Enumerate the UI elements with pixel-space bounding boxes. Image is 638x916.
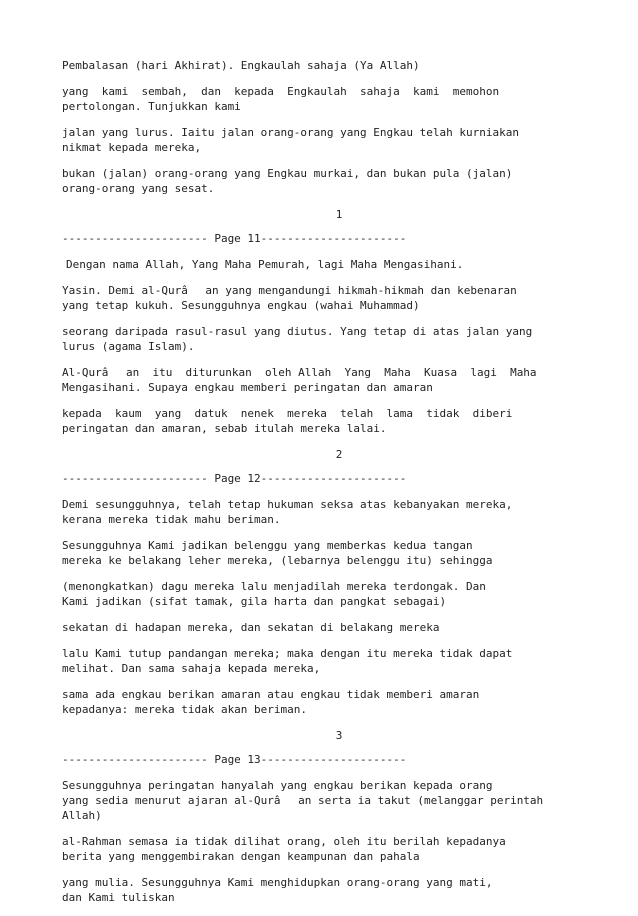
text-line: yang kami sembah, dan kepada Engkaulah sahaja kami memohon — [62, 85, 500, 98]
text-line: Allah) — [62, 809, 102, 822]
text-line: bukan (jalan) orang-orang yang Engkau murkai, dan bukan pula (jalan) — [62, 167, 513, 180]
text-line: jalan yang lurus. Iaitu jalan orang-orang yang Engkau telah kurniakan — [62, 126, 519, 139]
text-paragraph — [62, 579, 562, 609]
text-line: mereka ke belakang leher mereka, (lebarnya belenggu itu) sehingga — [62, 554, 493, 567]
text-paragraph — [62, 687, 562, 717]
text-line: nikmat kepada mereka, — [62, 141, 202, 154]
document-body — [62, 58, 562, 916]
text-line: Kami jadikan (sifat tamak, gila harta dan pangkat sebagai) — [62, 595, 447, 608]
text-line: yang sedia menurut ajaran al-Qurâan serta ia takut (melanggar perintah — [62, 794, 544, 807]
page-number: 3 — [335, 729, 343, 742]
text-line: sama ada engkau berikan amaran atau engkau tidak memberi amaran — [62, 688, 480, 701]
text-line: kepada kaum yang datuk nenek mereka telah lama tidak diberi — [62, 407, 513, 420]
text-paragraph — [62, 406, 562, 436]
text-paragraph — [62, 125, 562, 155]
text-paragraph — [62, 620, 562, 635]
text-line: Al-Qurâan itu diturunkan oleh Allah Yang Maha Kuasa lagi Maha — [62, 366, 537, 379]
text-paragraph — [62, 538, 562, 568]
text-line: yang mulia. Sesungguhnya Kami menghidupkan orang-orang yang mati, — [62, 876, 493, 889]
text-paragraph — [62, 324, 562, 354]
text-line: berita yang menggembirakan dengan keampunan dan pahala — [62, 850, 420, 863]
text-paragraph — [62, 365, 562, 395]
text-paragraph — [62, 834, 562, 864]
text-line: Sesungguhnya peringatan hanyalah yang engkau berikan kepada orang — [62, 779, 493, 792]
text-line: dan Kami tuliskan — [62, 891, 175, 904]
text-paragraph — [62, 58, 562, 73]
text-line: orang-orang yang sesat. — [62, 182, 215, 195]
text-line: Demi sesungguhnya, telah tetap hukuman seksa atas kebanyakan mereka, — [62, 498, 513, 511]
page-separator: ---------------------- Page 12---------------------- — [62, 472, 407, 485]
text-line: Mengasihani. Supaya engkau memberi peringatan dan amaran — [62, 381, 433, 394]
text-line: Dengan nama Allah, Yang Maha Pemurah, lagi Maha Mengasihani. — [66, 258, 464, 271]
text-paragraph — [62, 646, 562, 676]
text-paragraph — [62, 875, 562, 905]
text-line: Sesungguhnya Kami jadikan belenggu yang memberkas kedua tangan — [62, 539, 473, 552]
text-line: yang tetap kukuh. Sesungguhnya engkau (wahai Muhammad) — [62, 299, 420, 312]
text-paragraph — [62, 283, 562, 313]
text-paragraph — [62, 257, 562, 272]
text-line: al-Rahman semasa ia tidak dilihat orang, oleh itu berilah kepadanya — [62, 835, 506, 848]
text-line: seorang daripada rasul-rasul yang diutus. Yang tetap di atas jalan yang — [62, 325, 533, 338]
page-number: 1 — [335, 208, 343, 221]
text-line: pertolongan. Tunjukkan kami — [62, 100, 241, 113]
text-paragraph — [62, 84, 562, 114]
text-paragraph — [62, 166, 562, 196]
text-line: melihat. Dan sama sahaja kepada mereka, — [62, 662, 321, 675]
text-line: kepadanya: mereka tidak akan beriman. — [62, 703, 308, 716]
text-line: (menongkatkan) dagu mereka lalu menjadilah mereka terdongak. Dan — [62, 580, 486, 593]
page-separator: ---------------------- Page 11---------------------- — [62, 232, 407, 245]
text-line: kerana mereka tidak mahu beriman. — [62, 513, 281, 526]
text-line: lurus (agama Islam). — [62, 340, 195, 353]
page-number: 2 — [335, 448, 343, 461]
text-line: Yasin. Demi al-Qurâan yang mengandungi hikmah-hikmah dan kebenaran — [62, 284, 517, 297]
page-separator: ---------------------- Page 13---------------------- — [62, 753, 407, 766]
text-line: Pembalasan (hari Akhirat). Engkaulah sahaja (Ya Allah) — [62, 59, 420, 72]
text-line: sekatan di hadapan mereka, dan sekatan di belakang mereka — [62, 621, 440, 634]
text-paragraph — [62, 778, 562, 823]
text-line: peringatan dan amaran, sebab itulah mereka lalai. — [62, 422, 387, 435]
text-paragraph — [62, 497, 562, 527]
text-line: lalu Kami tutup pandangan mereka; maka dengan itu mereka tidak dapat — [62, 647, 513, 660]
